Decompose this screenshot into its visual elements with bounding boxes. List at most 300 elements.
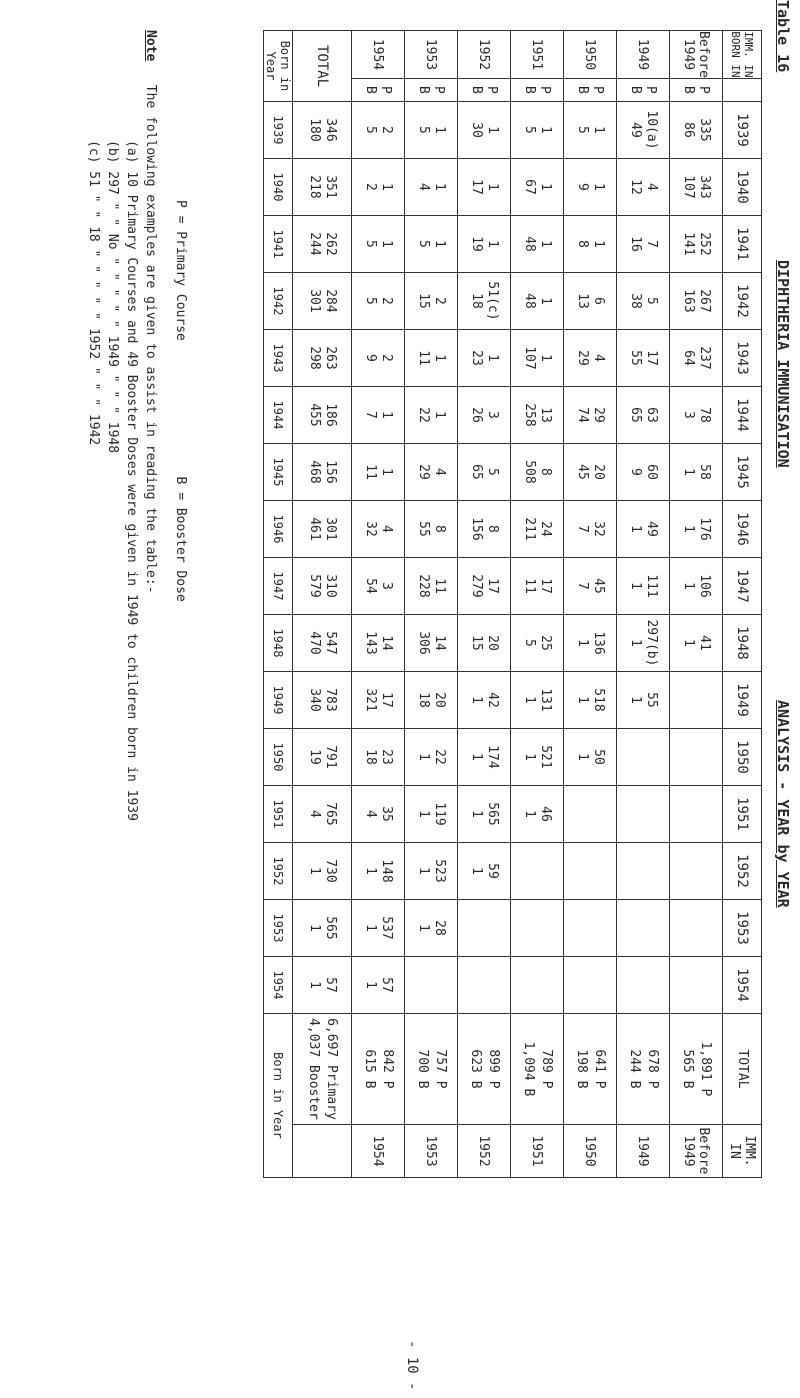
table-cell [458, 842, 511, 899]
primary-count [696, 843, 712, 899]
primary-count: 565 [485, 802, 500, 826]
booster-count: 32 [363, 521, 378, 537]
booster-marker: B [363, 86, 378, 94]
booster-count: 1 [469, 753, 484, 761]
booster-count [627, 786, 643, 842]
table-cell [405, 500, 458, 557]
table-cell [458, 386, 511, 443]
table-cell [564, 614, 617, 671]
booster-count: 26 [469, 407, 484, 423]
booster-count [627, 957, 643, 1013]
table-cell [405, 443, 458, 500]
table-cell [405, 215, 458, 272]
primary-count [696, 786, 712, 842]
booster-count: 9 [363, 354, 378, 362]
born-in-year-row [264, 31, 293, 1178]
column-total-primary: 263 [323, 346, 338, 370]
table-cell [458, 443, 511, 500]
primary-count: 57 [379, 977, 394, 993]
column-total [293, 614, 352, 671]
booster-count: 1 [628, 525, 643, 533]
table-cell [352, 386, 405, 443]
table-cell [352, 842, 405, 899]
table-cell [511, 158, 564, 215]
table-cell [670, 842, 723, 899]
row-total [617, 1013, 670, 1124]
booster-count: 9 [628, 468, 643, 476]
booster-count: 4 [416, 183, 431, 191]
column-header-total: TOTAL [723, 1013, 762, 1124]
booster-count: 64 [681, 350, 696, 366]
table-cell [352, 101, 405, 158]
footer-year: 1941 [264, 215, 293, 272]
column-total-primary: 310 [323, 574, 338, 598]
row-total-primary: 789 P [539, 1049, 554, 1089]
primary-count: 1 [538, 240, 553, 248]
footer-year: 1951 [264, 785, 293, 842]
column-header-1947: 1947 [723, 557, 762, 614]
table-cell [617, 671, 670, 728]
booster-count [680, 672, 696, 728]
primary-count: 10(a) [644, 110, 659, 150]
primary-count: 1 [591, 126, 606, 134]
column-total-primary: 565 [323, 916, 338, 940]
table-row [458, 31, 511, 1178]
table-cell [670, 386, 723, 443]
booster-count: 211 [522, 517, 537, 541]
footer-year: 1939 [264, 101, 293, 158]
table-cell [458, 785, 511, 842]
totals-row-label: TOTAL [293, 31, 352, 102]
table-cell [458, 671, 511, 728]
table-cell [405, 557, 458, 614]
primary-count: 1 [432, 183, 447, 191]
primary-count: 25 [538, 635, 553, 651]
booster-count: 141 [681, 232, 696, 256]
primary-count: 3 [379, 582, 394, 590]
pb-indicator [564, 78, 617, 101]
primary-count: 237 [697, 346, 712, 370]
column-total-booster: 301 [307, 289, 322, 313]
column-total-primary: 156 [323, 460, 338, 484]
table-cell [405, 272, 458, 329]
primary-count [643, 900, 659, 956]
primary-count: 343 [697, 175, 712, 199]
booster-count: 3 [681, 411, 696, 419]
column-total-booster: 218 [307, 175, 322, 199]
table-cell [405, 329, 458, 386]
booster-count: 5 [363, 126, 378, 134]
booster-marker: B [416, 86, 431, 94]
primary-count [590, 843, 606, 899]
booster-count: 1 [681, 639, 696, 647]
primary-count [643, 786, 659, 842]
primary-count: 4 [379, 525, 394, 533]
booster-count [680, 843, 696, 899]
table-cell [617, 386, 670, 443]
table-cell [564, 785, 617, 842]
column-header-immunised: IMM. IN [723, 1124, 762, 1177]
table-cell [670, 956, 723, 1013]
table-cell [670, 899, 723, 956]
primary-count: 51(c) [485, 281, 500, 321]
booster-count: 1 [469, 696, 484, 704]
booster-count: 48 [522, 236, 537, 252]
column-total [293, 500, 352, 557]
table-cell [670, 785, 723, 842]
primary-marker: P [590, 86, 605, 94]
table-cell [511, 671, 564, 728]
booster-count: 55 [416, 521, 431, 537]
primary-count: 1 [538, 297, 553, 305]
booster-count: 1 [575, 696, 590, 704]
primary-count: 297(b) [644, 619, 659, 667]
booster-count: 18 [416, 692, 431, 708]
primary-count: 1 [538, 126, 553, 134]
table-cell [670, 614, 723, 671]
table-cell [352, 728, 405, 785]
primary-count: 2 [432, 297, 447, 305]
column-header-1953: 1953 [723, 899, 762, 956]
footer-year: 1949 [264, 671, 293, 728]
table-cell [405, 158, 458, 215]
legend-booster: B = Booster Dose [173, 476, 188, 602]
booster-count: 38 [628, 293, 643, 309]
primary-count: 11 [432, 578, 447, 594]
row-total-booster: 700 B [415, 1049, 430, 1089]
row-total-booster: 244 B [627, 1049, 642, 1089]
primary-count: 335 [697, 118, 712, 142]
booster-count: 13 [575, 293, 590, 309]
column-total [293, 557, 352, 614]
table-cell [511, 386, 564, 443]
table-cell [352, 500, 405, 557]
pb-indicator [352, 78, 405, 101]
booster-count: 306 [416, 631, 431, 655]
booster-count: 1 [469, 810, 484, 818]
table-cell [617, 956, 670, 1013]
table-cell [511, 785, 564, 842]
primary-count: 14 [432, 635, 447, 651]
primary-count: 5 [485, 468, 500, 476]
column-total-primary: 547 [323, 631, 338, 655]
born-in-year-label-right: Born in Year [264, 1013, 293, 1177]
column-total-primary: 186 [323, 403, 338, 427]
table-cell [617, 557, 670, 614]
primary-count: 55 [644, 692, 659, 708]
primary-count: 29 [591, 407, 606, 423]
primary-count: 17 [644, 350, 659, 366]
row-total-booster: 565 B [680, 1049, 695, 1089]
primary-count: 60 [644, 464, 659, 480]
table-cell [670, 329, 723, 386]
primary-count [643, 729, 659, 785]
note-title: Note [143, 30, 158, 62]
booster-count: 9 [575, 183, 590, 191]
row-year-label-right: 1954 [352, 1124, 405, 1177]
column-header-1942: 1942 [723, 272, 762, 329]
booster-count: 1 [575, 753, 590, 761]
table-cell [352, 557, 405, 614]
primary-count: 1 [379, 411, 394, 419]
primary-count: 20 [485, 635, 500, 651]
column-header-1940: 1940 [723, 158, 762, 215]
table-cell [352, 158, 405, 215]
primary-count: 537 [379, 916, 394, 940]
table-cell [670, 557, 723, 614]
primary-count: 1 [591, 240, 606, 248]
primary-count [484, 957, 500, 1013]
pb-indicator [405, 78, 458, 101]
note-line: (c) 51 " " 18 " " " " " 1952 " " " 1942 [86, 140, 101, 446]
column-total-primary: 765 [323, 802, 338, 826]
table-cell [564, 101, 617, 158]
table-cell [458, 329, 511, 386]
footer-year: 1946 [264, 500, 293, 557]
column-total-booster: 461 [307, 517, 322, 541]
footer-year: 1944 [264, 386, 293, 443]
primary-count: 17 [538, 578, 553, 594]
column-total-booster: 4 [307, 810, 322, 818]
booster-count: 65 [628, 407, 643, 423]
immunisation-table-container [263, 30, 762, 1178]
booster-count [574, 786, 590, 842]
page-title: DIPHTHERIA IMMUNISATION [774, 260, 792, 468]
table-cell [511, 614, 564, 671]
column-total-primary: 301 [323, 517, 338, 541]
primary-count: 28 [432, 920, 447, 936]
column-total-booster: 470 [307, 631, 322, 655]
row-total [564, 1013, 617, 1124]
column-total [293, 215, 352, 272]
primary-count [537, 843, 553, 899]
booster-count: 48 [522, 293, 537, 309]
booster-count: 17 [469, 179, 484, 195]
booster-count: 7 [575, 525, 590, 533]
booster-count: 29 [416, 464, 431, 480]
primary-count: 2 [379, 297, 394, 305]
footer-year: 1950 [264, 728, 293, 785]
row-total [511, 1013, 564, 1124]
table-cell [670, 215, 723, 272]
primary-count: 523 [432, 859, 447, 883]
primary-count: 521 [538, 745, 553, 769]
primary-count: 1 [432, 126, 447, 134]
table-cell [617, 842, 670, 899]
booster-marker: B [522, 86, 537, 94]
column-total [293, 329, 352, 386]
booster-count: 143 [363, 631, 378, 655]
column-total-booster: 340 [307, 688, 322, 712]
booster-count: 18 [363, 749, 378, 765]
footer-year: 1952 [264, 842, 293, 899]
born-in-year-label: Born in Year [264, 31, 293, 102]
booster-count: 11 [416, 350, 431, 366]
column-header-1950: 1950 [723, 728, 762, 785]
column-total [293, 158, 352, 215]
row-year-label-right: 1949 [617, 1124, 670, 1177]
booster-count: 55 [628, 350, 643, 366]
primary-count: 49 [644, 521, 659, 537]
table-cell [670, 272, 723, 329]
table-cell [564, 329, 617, 386]
table-cell [617, 728, 670, 785]
primary-count: 63 [644, 407, 659, 423]
grand-total [293, 1013, 352, 1124]
primary-count: 8 [432, 525, 447, 533]
table-cell [458, 614, 511, 671]
table-cell [617, 101, 670, 158]
primary-count: 41 [697, 635, 712, 651]
booster-count: 5 [363, 240, 378, 248]
row-year-label-right: 1951 [511, 1124, 564, 1177]
column-total [293, 671, 352, 728]
primary-count: 1 [485, 126, 500, 134]
primary-count: 45 [591, 578, 606, 594]
primary-count: 4 [591, 354, 606, 362]
booster-count [627, 843, 643, 899]
booster-count: 11 [522, 578, 537, 594]
table-cell [458, 899, 511, 956]
column-total [293, 956, 352, 1013]
table-cell [564, 728, 617, 785]
booster-count: 8 [575, 240, 590, 248]
booster-count [468, 900, 484, 956]
booster-count: 107 [681, 175, 696, 199]
primary-count: 1 [485, 240, 500, 248]
primary-count: 14 [379, 635, 394, 651]
primary-count: 1 [379, 183, 394, 191]
primary-count: 2 [379, 354, 394, 362]
table-cell [670, 443, 723, 500]
primary-count: 1 [379, 240, 394, 248]
booster-count: 30 [469, 122, 484, 138]
pb-header [723, 78, 762, 101]
booster-count: 163 [681, 289, 696, 313]
footer-year: 1953 [264, 899, 293, 956]
pb-indicator [617, 78, 670, 101]
booster-count: 1 [628, 696, 643, 704]
primary-count [643, 843, 659, 899]
column-total-booster: 19 [307, 749, 322, 765]
footer-year: 1942 [264, 272, 293, 329]
table-cell [511, 215, 564, 272]
primary-count: 176 [697, 517, 712, 541]
booster-count [521, 843, 537, 899]
primary-count: 46 [538, 806, 553, 822]
totals-row-empty [293, 1124, 352, 1177]
table-cell [564, 215, 617, 272]
table-cell [617, 158, 670, 215]
primary-count: 17 [485, 578, 500, 594]
booster-count: 74 [575, 407, 590, 423]
booster-count: 12 [628, 179, 643, 195]
primary-count [696, 729, 712, 785]
booster-count: 7 [575, 582, 590, 590]
page-number: - 10 - [404, 1340, 420, 1391]
primary-count: 174 [485, 745, 500, 769]
column-total-booster: 1 [307, 981, 322, 989]
table-cell [511, 101, 564, 158]
primary-count: 111 [644, 574, 659, 598]
column-total [293, 899, 352, 956]
table-cell [564, 272, 617, 329]
primary-count: 106 [697, 574, 712, 598]
column-header-1946: 1946 [723, 500, 762, 557]
booster-count: 45 [575, 464, 590, 480]
primary-count: 1 [379, 468, 394, 476]
row-total-primary: 641 P [592, 1049, 607, 1089]
column-total-booster: 180 [307, 118, 322, 142]
primary-marker: P [484, 86, 499, 94]
row-year-label: Before 1949 [670, 31, 723, 79]
column-header-1954: 1954 [723, 956, 762, 1013]
primary-count: 1 [485, 354, 500, 362]
booster-count: 321 [363, 688, 378, 712]
primary-count: 8 [485, 525, 500, 533]
row-total-primary: 899 P [486, 1049, 501, 1089]
row-year-label-right: 1950 [564, 1124, 617, 1177]
row-total-primary: 678 P [645, 1049, 660, 1089]
booster-count: 1 [416, 810, 431, 818]
page-subtitle: ANALYSIS - YEAR by YEAR [774, 700, 792, 908]
booster-count: 1 [522, 810, 537, 818]
column-total-booster: 1 [307, 867, 322, 875]
booster-count: 1 [363, 867, 378, 875]
column-total-booster: 298 [307, 346, 322, 370]
booster-count: 15 [416, 293, 431, 309]
booster-count: 54 [363, 578, 378, 594]
primary-count: 148 [379, 859, 394, 883]
booster-count [627, 729, 643, 785]
table-cell [352, 329, 405, 386]
primary-count: 20 [591, 464, 606, 480]
booster-count: 107 [522, 346, 537, 370]
primary-count: 58 [697, 464, 712, 480]
primary-count [590, 957, 606, 1013]
booster-count: 1 [363, 924, 378, 932]
booster-count: 1 [363, 981, 378, 989]
footer-year: 1945 [264, 443, 293, 500]
table-row [617, 31, 670, 1178]
booster-count: 1 [416, 753, 431, 761]
booster-count: 23 [469, 350, 484, 366]
booster-count [574, 900, 590, 956]
table-cell [511, 500, 564, 557]
table-cell [511, 728, 564, 785]
table-cell [458, 728, 511, 785]
notes [84, 30, 160, 821]
table-cell [564, 386, 617, 443]
primary-count: 59 [485, 863, 500, 879]
booster-count [680, 786, 696, 842]
booster-count: 1 [416, 924, 431, 932]
table-cell [458, 101, 511, 158]
corner-immunised-label: IMM. IN [742, 31, 755, 78]
table-cell [617, 614, 670, 671]
primary-count: 5 [644, 297, 659, 305]
booster-count: 1 [416, 867, 431, 875]
booster-count: 7 [363, 411, 378, 419]
primary-count: 23 [379, 749, 394, 765]
primary-count: 267 [697, 289, 712, 313]
primary-count: 35 [379, 806, 394, 822]
primary-count [484, 900, 500, 956]
table-row [564, 31, 617, 1178]
primary-marker: P [696, 86, 711, 94]
pb-indicator [511, 78, 564, 101]
primary-count: 1 [591, 183, 606, 191]
